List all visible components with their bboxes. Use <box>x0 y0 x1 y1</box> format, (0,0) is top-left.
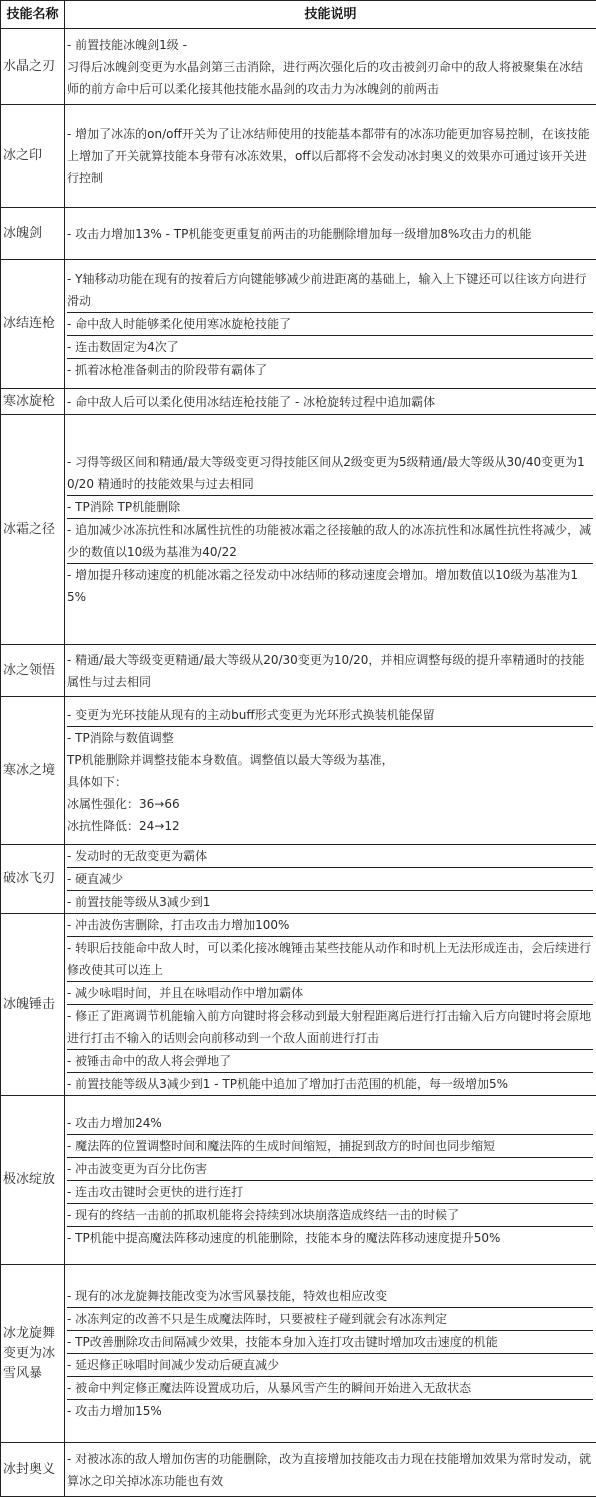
description-block <box>67 1134 593 1157</box>
description-block <box>67 914 593 936</box>
description-line: - 减少咏唱时间，并且在咏唱动作中增加霸体 <box>67 982 593 1004</box>
skill-description <box>65 1443 596 1497</box>
skill-name: 水晶之刃 <box>1 29 65 105</box>
description-line: - Y轴移动功能在现有的按着后方向键能够减少前进距离的基础上，输入上下键还可以往该方向进行滑动 <box>67 268 593 312</box>
description-line: - 攻击力增加13% - TP机能变更重复前两击的功能删除增加每一级增加8%攻击力的机能 <box>67 223 593 245</box>
description-line: - 增加了冰冻的on/off开关为了让冰结师使用的技能基本都带有的冰冻功能更加容易控制，在该技能上增加了开关就算技能本身带有冰冻效果，off以后都将不会发动冰封奥义的效果亦可通过该开关进行控制 <box>67 123 593 189</box>
description-line: - 攻击力增加15% <box>67 1400 593 1422</box>
skill-row <box>1 1265 596 1443</box>
skill-name: 冰封奥义 <box>1 1443 65 1497</box>
skill-description <box>65 914 596 1096</box>
description-block <box>67 1307 593 1330</box>
skill-description <box>65 845 596 914</box>
description-block <box>67 1285 593 1307</box>
header-skill-name: 技能名称 <box>1 1 65 29</box>
description-line: - 习得等级区间和精通/最大等级变更习得技能区间从2级变更为5级精通/最大等级从30/40变更为10/20 精通时的技能效果与过去相同 <box>67 451 593 495</box>
description-line: - 命中敌人时能够柔化使用寒冰旋枪技能了 <box>67 313 593 335</box>
skill-description <box>65 415 596 645</box>
description-block <box>67 268 593 312</box>
skill-row <box>1 389 596 415</box>
skill-name: 冰霜之径 <box>1 415 65 645</box>
description-block <box>67 890 593 913</box>
description-line: - 冲击波伤害删除，打击攻击力增加100% <box>67 914 593 936</box>
description-block <box>67 335 593 358</box>
description-line: - 攻击力增加24% <box>67 1112 593 1134</box>
description-block <box>67 1112 593 1134</box>
description-block <box>67 1004 593 1049</box>
description-block <box>67 845 593 867</box>
description-line: 冰属性强化：36→66 <box>67 793 593 815</box>
skill-description <box>65 389 596 415</box>
description-block <box>67 358 593 381</box>
description-line: - 发动时的无敌变更为霸体 <box>67 845 593 867</box>
description-line: - 硬直减少 <box>67 868 593 890</box>
skill-name: 寒冰之境 <box>1 697 65 845</box>
description-line: - 增加提升移动速度的机能冰霜之径发动中冰结师的移动速度会增加。增加数值以10级为基准为15% <box>67 564 593 608</box>
skill-name: 冰龙旋舞变更为冰雪风暴 <box>1 1265 65 1443</box>
description-block <box>67 936 593 981</box>
description-block <box>67 312 593 335</box>
description-line: - 被命中判定修正魔法阵设置成功后，从暴风雪产生的瞬间开始进入无敌状态 <box>67 1377 593 1399</box>
description-block <box>67 391 593 413</box>
skill-description <box>65 697 596 845</box>
description-block <box>67 495 593 518</box>
description-block <box>67 1330 593 1353</box>
skill-name: 冰结连枪 <box>1 260 65 389</box>
description-block <box>67 1226 593 1249</box>
skill-name: 冰魄剑 <box>1 208 65 260</box>
skill-row <box>1 1096 596 1265</box>
description-line: - 现有的冰龙旋舞技能改变为冰雪风暴技能，特效也相应改变 <box>67 1285 593 1307</box>
description-line: - 命中敌人后可以柔化使用冰结连枪技能了 - 冰枪旋转过程中追加霸体 <box>67 391 593 413</box>
description-line: - 抓着冰枪准备刺击的阶段带有霸体了 <box>67 359 593 381</box>
skill-row <box>1 260 596 389</box>
description-block <box>67 1072 593 1095</box>
description-line: - 转职后技能命中敌人时，可以柔化接冰魄锤击某些技能从动作和时机上无法形成连击，会后续进行修改使其可以连上 <box>67 937 593 981</box>
description-block <box>67 1157 593 1180</box>
header-row <box>1 1 596 29</box>
skill-row <box>1 105 596 208</box>
description-block <box>67 867 593 890</box>
skill-description <box>65 1096 596 1265</box>
description-line: - TP机能中提高魔法阵移动速度的机能删除，技能本身的魔法阵移动速度提升50% <box>67 1227 593 1249</box>
description-line: - TP改善删除攻击间隔减少效果，技能本身加入连打攻击键时增加攻击速度的机能 <box>67 1331 593 1353</box>
skill-name: 冰之领悟 <box>1 645 65 697</box>
description-block <box>67 704 593 726</box>
description-line: - 连击数固定为4次了 <box>67 336 593 358</box>
description-block <box>67 518 593 563</box>
description-block <box>67 563 593 608</box>
description-block <box>67 123 593 189</box>
description-line: 具体如下： <box>67 771 593 793</box>
description-block <box>67 1448 593 1492</box>
description-block <box>67 1353 593 1376</box>
skill-description <box>65 260 596 389</box>
skill-row <box>1 845 596 914</box>
skill-name: 冰之印 <box>1 105 65 208</box>
skill-description <box>65 208 596 260</box>
description-line: - 修正了距离调节机能输入前方向键时将会移动到最大射程距离后进行打击输入后方向键时将会原地进行打击不输入的话则会向前移动到一个敌人面前进行打击 <box>67 1005 593 1049</box>
description-line: - 冰冻判定的改善不只是生成魔法阵时，只要被柱子碰到就会有冰冻判定 <box>67 1308 593 1330</box>
description-block <box>67 726 593 837</box>
description-line: - 连击攻击键时会更快的进行连打 <box>67 1181 593 1203</box>
description-line: - 现有的终结一击前的抓取机能将会持续到冰块崩落造成终结一击的时候了 <box>67 1204 593 1226</box>
description-line: - 对被冰冻的敌人增加伤害的功能删除，改为直接增加技能攻击力现在技能增加效果为常时发动，就算冰之印关掉冰冻功能也有效 <box>67 1448 593 1492</box>
description-block <box>67 451 593 495</box>
skill-description <box>65 29 596 105</box>
description-block <box>67 223 593 245</box>
description-line: - TP消除 TP机能删除 <box>67 496 593 518</box>
description-line: - 变更为光环技能从现有的主动buff形式变更为光环形式换装机能保留 <box>67 704 593 726</box>
description-line: - 被锤击命中的敌人将会弹地了 <box>67 1050 593 1072</box>
description-block <box>67 1180 593 1203</box>
skill-description <box>65 1265 596 1443</box>
description-block <box>67 1399 593 1422</box>
description-line: - 前置技能等级从3减少到1 <box>67 891 593 913</box>
description-line: - TP消除与数值调整 <box>67 727 593 749</box>
skill-row <box>1 1443 596 1497</box>
skill-name: 极冰绽放 <box>1 1096 65 1265</box>
description-block <box>67 649 593 693</box>
description-line: TP机能删除并调整技能本身数值。调整值以最大等级为基准， <box>67 749 593 771</box>
description-block <box>67 34 593 100</box>
description-line: - 精通/最大等级变更精通/最大等级从20/30变更为10/20，并相应调整每级的提升率精通时的技能属性与过去相同 <box>67 649 593 693</box>
description-block <box>67 1049 593 1072</box>
description-line: - 延迟修正咏唱时间减少发动后硬直减少 <box>67 1354 593 1376</box>
skill-row <box>1 415 596 645</box>
description-block <box>67 1203 593 1226</box>
description-line: - 冲击波变更为百分比伤害 <box>67 1158 593 1180</box>
description-block <box>67 981 593 1004</box>
skill-name: 冰魄锤击 <box>1 914 65 1096</box>
header-skill-desc: 技能说明 <box>65 1 596 29</box>
skill-name: 寒冰旋枪 <box>1 389 65 415</box>
description-line: 冰抗性降低：24→12 <box>67 815 593 837</box>
skill-description <box>65 105 596 208</box>
description-line: - 追加减少冰冻抗性和冰属性抗性的功能被冰霜之径接触的敌人的冰冻抗性和冰属性抗性将减少，减少的数值以10级为基准为40/22 <box>67 519 593 563</box>
description-line: 习得后冰魄剑变更为水晶剑第三击消除，进行两次强化后的攻击被剑刃命中的敌人将被聚集在冰结师的前方命中后可以柔化接其他技能水晶剑的攻击力为冰魄剑的前两击 <box>67 56 593 100</box>
skill-row <box>1 697 596 845</box>
skill-row <box>1 645 596 697</box>
description-line: - 前置技能等级从3减少到1 - TP机能中追加了增加打击范围的机能，每一级增加5% <box>67 1073 593 1095</box>
description-line: - 前置技能冰魄剑1级 - <box>67 34 593 56</box>
skill-row <box>1 29 596 105</box>
description-block <box>67 1376 593 1399</box>
skill-row <box>1 914 596 1096</box>
description-line: - 魔法阵的位置调整时间和魔法阵的生成时间缩短，捕捉到敌方的时间也同步缩短 <box>67 1135 593 1157</box>
skill-row <box>1 208 596 260</box>
skill-name: 破冰飞刃 <box>1 845 65 914</box>
skill-description <box>65 645 596 697</box>
